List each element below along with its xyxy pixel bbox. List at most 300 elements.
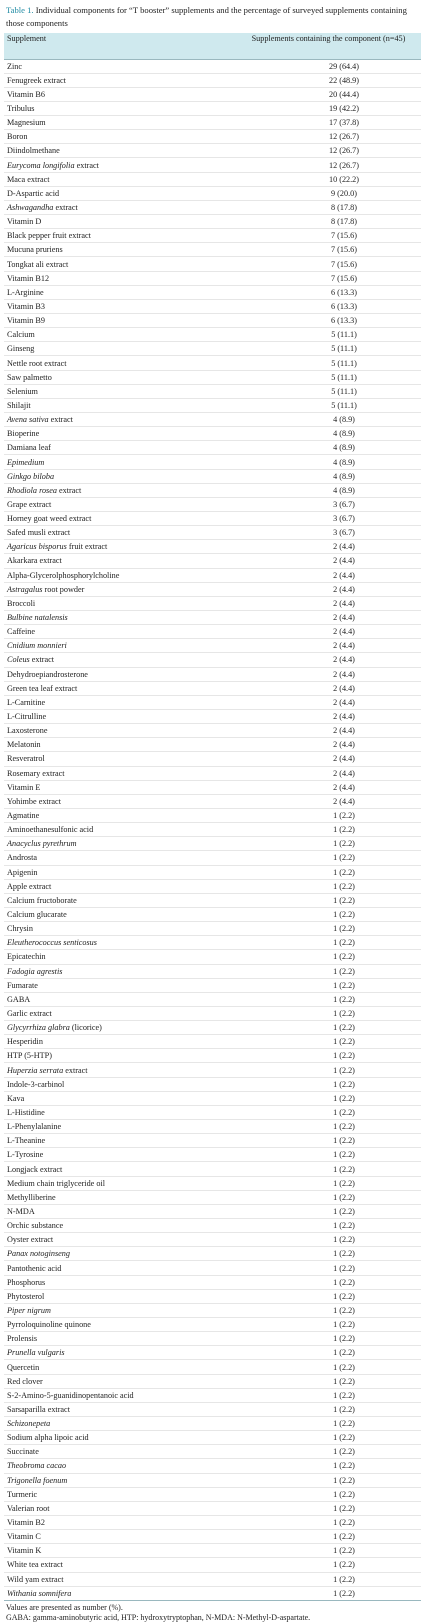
table-row (4, 1261, 421, 1275)
supplement-name: Broccoli (7, 598, 36, 608)
supplement-name: L-Histidine (7, 1107, 45, 1117)
supplement-name-cell (4, 1417, 236, 1431)
table-row (4, 144, 421, 158)
supplement-name: Piper nigrum (7, 1305, 51, 1315)
supplement-name-cell (4, 172, 236, 186)
supplement-name: D-Aspartic acid (7, 188, 60, 198)
supplement-name: Medium chain triglyceride oil (7, 1178, 105, 1188)
supplement-name-cell (4, 1572, 236, 1586)
supplement-name-suffix: root powder (42, 584, 85, 594)
table-row (4, 709, 421, 723)
supplement-name-cell (4, 158, 236, 172)
supplement-name-cell (4, 1077, 236, 1091)
table-row (4, 1586, 421, 1600)
supplement-name: Resveratrol (7, 754, 45, 764)
table-row (4, 893, 421, 907)
supplement-name-cell (4, 101, 236, 115)
supplement-name-cell (4, 1134, 236, 1148)
supplement-count-cell: 5 (11.1) (236, 328, 421, 342)
supplement-name-cell (4, 314, 236, 328)
supplement-name-cell (4, 540, 236, 554)
header-supplement: Supplement (4, 33, 236, 59)
table-row (4, 1473, 421, 1487)
supplement-name: Schizonepeta (7, 1419, 51, 1429)
supplement-count-cell: 1 (2.2) (236, 1388, 421, 1402)
supplement-count-cell: 4 (8.9) (236, 455, 421, 469)
supplement-name-cell (4, 695, 236, 709)
table-row (4, 752, 421, 766)
table-row (4, 1445, 421, 1459)
supplement-count-cell: 1 (2.2) (236, 1035, 421, 1049)
supplement-name-cell (4, 526, 236, 540)
table-footnotes (6, 1603, 421, 1624)
supplement-count-cell: 2 (4.4) (236, 681, 421, 695)
table-row (4, 667, 421, 681)
supplement-name-cell (4, 823, 236, 837)
supplement-count-cell: 1 (2.2) (236, 964, 421, 978)
supplement-name-cell (4, 1473, 236, 1487)
table-row (4, 582, 421, 596)
table-row (4, 285, 421, 299)
table-row (4, 653, 421, 667)
supplement-name: Ashwagandha (7, 202, 54, 212)
supplement-count-cell: 2 (4.4) (236, 695, 421, 709)
table-row (4, 1148, 421, 1162)
supplement-count-cell: 1 (2.2) (236, 1233, 421, 1247)
table-row (4, 1006, 421, 1020)
supplement-name-cell (4, 1402, 236, 1416)
table-row (4, 1091, 421, 1105)
supplement-name-cell (4, 299, 236, 313)
table-row (4, 73, 421, 87)
supplement-name-cell (4, 1006, 236, 1020)
table-row (4, 271, 421, 285)
supplement-name-cell (4, 554, 236, 568)
table-row (4, 794, 421, 808)
supplement-count-cell: 5 (11.1) (236, 398, 421, 412)
supplement-name-cell (4, 596, 236, 610)
supplement-name-cell (4, 1120, 236, 1134)
supplement-name-suffix: extract (53, 202, 78, 212)
supplement-name-cell (4, 186, 236, 200)
supplement-name: Bioperine (7, 429, 40, 439)
supplement-count-cell: 4 (8.9) (236, 427, 421, 441)
table-row (4, 299, 421, 313)
table-row (4, 625, 421, 639)
table-row (4, 455, 421, 469)
supplement-name-cell (4, 1148, 236, 1162)
supplement-count-cell: 1 (2.2) (236, 992, 421, 1006)
table-row (4, 87, 421, 101)
supplement-count-cell: 2 (4.4) (236, 738, 421, 752)
table-row (4, 1134, 421, 1148)
supplement-count-cell: 12 (26.7) (236, 144, 421, 158)
table-row (4, 610, 421, 624)
supplement-count-cell: 2 (4.4) (236, 540, 421, 554)
supplement-name-cell (4, 639, 236, 653)
table-row (4, 540, 421, 554)
supplement-count-cell: 1 (2.2) (236, 1247, 421, 1261)
supplement-name-cell (4, 413, 236, 427)
supplement-name: Calcium glucarate (7, 910, 67, 919)
table-row (4, 370, 421, 384)
table-row (4, 1120, 421, 1134)
table-row (4, 257, 421, 271)
supplement-name-cell (4, 370, 236, 384)
supplement-count-cell: 6 (13.3) (236, 314, 421, 328)
supplement-name: L-Phenylalanine (7, 1122, 62, 1132)
supplement-name: Ginseng (7, 344, 35, 354)
supplement-count-cell: 4 (8.9) (236, 441, 421, 455)
supplement-count-cell: 1 (2.2) (236, 1346, 421, 1360)
table-row (4, 59, 421, 73)
supplement-name-suffix: extract (63, 1065, 88, 1075)
supplement-name: White tea extract (7, 1560, 63, 1570)
supplement-count-cell: 10 (22.2) (236, 172, 421, 186)
supplement-name: Cnidium monnieri (7, 641, 67, 651)
supplement-count-cell: 5 (11.1) (236, 356, 421, 370)
supplement-name: Panax notoginseng (7, 1249, 70, 1259)
table-row (4, 738, 421, 752)
supplement-count-cell: 7 (15.6) (236, 257, 421, 271)
supplement-count-cell: 1 (2.2) (236, 1204, 421, 1218)
table-row (4, 342, 421, 356)
supplement-name: Grape extract (7, 499, 52, 509)
supplement-name: Fumarate (7, 980, 38, 990)
supplement-count-cell: 1 (2.2) (236, 1515, 421, 1529)
supplement-name-cell (4, 709, 236, 723)
supplement-count-cell: 1 (2.2) (236, 1332, 421, 1346)
supplement-count-cell: 7 (15.6) (236, 243, 421, 257)
supplement-name-cell (4, 1035, 236, 1049)
supplement-name-cell (4, 215, 236, 229)
supplement-name: Safed musli extract (7, 528, 71, 538)
supplement-name-cell (4, 1247, 236, 1261)
supplement-name: Wild yam extract (7, 1574, 64, 1584)
table-row (4, 1332, 421, 1346)
supplement-count-cell: 1 (2.2) (236, 1360, 421, 1374)
supplement-count-cell: 1 (2.2) (236, 907, 421, 921)
supplement-count-cell: 9 (20.0) (236, 186, 421, 200)
footnote-abbreviations: GABA: gamma-aminobutyric acid, HTP: hydroxytryptophan, N-MDA: N-Methyl-D-aspartate. (6, 1613, 311, 1623)
supplement-name: Calcium fructoborate (7, 895, 77, 905)
supplement-count-cell: 1 (2.2) (236, 1289, 421, 1303)
supplement-count-cell: 8 (17.8) (236, 200, 421, 214)
supplement-count-cell: 2 (4.4) (236, 653, 421, 667)
table-row (4, 172, 421, 186)
supplement-name: Theobroma cacao (7, 1461, 67, 1471)
table-row (4, 483, 421, 497)
supplement-name: Fenugreek extract (7, 75, 66, 85)
supplement-count-cell: 3 (6.7) (236, 526, 421, 540)
supplement-name: Orchic substance (7, 1221, 64, 1231)
supplement-name-cell (4, 1374, 236, 1388)
supplement-count-cell: 1 (2.2) (236, 922, 421, 936)
supplement-name: Pantothenic acid (7, 1263, 62, 1273)
supplement-count-cell: 1 (2.2) (236, 1374, 421, 1388)
caption-label: Table 1. (6, 5, 34, 15)
supplement-name: Vitamin B12 (7, 273, 50, 283)
table-row (4, 427, 421, 441)
supplement-name-cell (4, 1049, 236, 1063)
table-row (4, 964, 421, 978)
supplement-name-cell (4, 752, 236, 766)
supplement-name-suffix: (licorice) (69, 1023, 102, 1033)
supplement-count-cell: 1 (2.2) (236, 1219, 421, 1233)
supplement-name-cell (4, 59, 236, 73)
supplement-name-cell (4, 780, 236, 794)
supplement-name: Magnesium (7, 118, 46, 128)
supplement-count-cell: 5 (11.1) (236, 342, 421, 356)
supplement-count-cell: 2 (4.4) (236, 582, 421, 596)
supplement-name-cell (4, 328, 236, 342)
supplement-name-cell (4, 1586, 236, 1600)
supplement-count-cell: 12 (26.7) (236, 130, 421, 144)
table-row (4, 200, 421, 214)
supplement-count-cell: 2 (4.4) (236, 794, 421, 808)
supplement-count-cell: 1 (2.2) (236, 1049, 421, 1063)
supplement-name-cell (4, 1487, 236, 1501)
supplement-name-cell (4, 837, 236, 851)
table-row (4, 1162, 421, 1176)
supplement-name: Zinc (7, 61, 23, 71)
supplement-name: Prunella vulgaris (7, 1348, 65, 1358)
table-row (4, 526, 421, 540)
supplement-count-cell: 1 (2.2) (236, 1134, 421, 1148)
supplement-name: Vitamin B6 (7, 89, 45, 99)
supplement-count-cell: 1 (2.2) (236, 1530, 421, 1544)
supplement-count-cell: 1 (2.2) (236, 1190, 421, 1204)
supplement-name-cell (4, 936, 236, 950)
table-row (4, 992, 421, 1006)
supplement-count-cell: 1 (2.2) (236, 823, 421, 837)
supplement-name: L-Arginine (7, 287, 44, 297)
table-row (4, 229, 421, 243)
supplement-name: GABA (7, 994, 31, 1004)
supplement-count-cell: 1 (2.2) (236, 879, 421, 893)
supplement-name-cell (4, 427, 236, 441)
supplement-count-cell: 5 (11.1) (236, 370, 421, 384)
table-row (4, 1204, 421, 1218)
supplement-name-cell (4, 469, 236, 483)
supplement-name: Eleutherococcus senticosus (7, 938, 97, 948)
supplement-count-cell: 1 (2.2) (236, 1586, 421, 1600)
supplement-count-cell: 2 (4.4) (236, 625, 421, 639)
supplement-name-cell (4, 1388, 236, 1402)
supplement-count-cell: 1 (2.2) (236, 936, 421, 950)
table-row (4, 568, 421, 582)
supplement-name: Selenium (7, 386, 38, 396)
supplement-count-cell: 5 (11.1) (236, 384, 421, 398)
supplement-name: L-Tyrosine (7, 1150, 44, 1160)
supplement-name-cell (4, 1501, 236, 1515)
supplement-name-cell (4, 950, 236, 964)
supplement-name: Akarkara extract (7, 556, 62, 566)
supplement-name: Quercetin (7, 1362, 40, 1372)
supplement-name: Fadogia agrestis (7, 966, 63, 976)
supplement-name: Phytosterol (7, 1291, 45, 1301)
table-row (4, 497, 421, 511)
table-row (4, 1318, 421, 1332)
supplement-count-cell: 1 (2.2) (236, 1318, 421, 1332)
table-row (4, 681, 421, 695)
table-row (4, 907, 421, 921)
supplement-name: Succinate (7, 1447, 39, 1457)
table-row (4, 1049, 421, 1063)
supplement-name-cell (4, 1091, 236, 1105)
supplement-count-cell: 3 (6.7) (236, 497, 421, 511)
supplement-name-cell (4, 1346, 236, 1360)
supplement-name-cell (4, 398, 236, 412)
supplement-count-cell: 1 (2.2) (236, 1572, 421, 1586)
supplement-count-cell: 7 (15.6) (236, 271, 421, 285)
supplement-count-cell: 1 (2.2) (236, 1148, 421, 1162)
supplement-count-cell: 1 (2.2) (236, 1105, 421, 1119)
supplement-count-cell: 1 (2.2) (236, 1558, 421, 1572)
supplement-name: Vitamin E (7, 782, 41, 792)
table-row (4, 1360, 421, 1374)
table-row (4, 1459, 421, 1473)
supplement-name-suffix: extract (29, 655, 55, 665)
table-row (4, 116, 421, 130)
table-row (4, 1105, 421, 1119)
table-row (4, 130, 421, 144)
supplement-count-cell: 4 (8.9) (236, 469, 421, 483)
table-row (4, 1035, 421, 1049)
supplement-name: Aminoethanesulfonic acid (7, 825, 94, 835)
supplement-name-cell (4, 130, 236, 144)
supplement-count-cell: 1 (2.2) (236, 837, 421, 851)
supplement-name-cell (4, 978, 236, 992)
supplement-name-cell (4, 1360, 236, 1374)
supplement-name-cell (4, 794, 236, 808)
table-row (4, 837, 421, 851)
supplement-name: Vitamin C (7, 1532, 41, 1542)
supplement-name: Boron (7, 132, 28, 142)
supplement-name-cell (4, 1431, 236, 1445)
table-row (4, 1374, 421, 1388)
supplement-count-cell: 19 (42.2) (236, 101, 421, 115)
supplement-name: L-Carnitine (7, 697, 46, 707)
supplement-count-cell: 1 (2.2) (236, 1021, 421, 1035)
supplement-name: Nettle root extract (7, 358, 67, 368)
table-header (4, 33, 421, 59)
supplement-name: N-MDA (7, 1206, 35, 1216)
header-count: Supplements containing the component (n=45) (236, 33, 421, 59)
supplement-count-cell: 12 (26.7) (236, 158, 421, 172)
supplement-name: Anacyclus pyrethrum (7, 839, 77, 849)
supplement-count-cell: 1 (2.2) (236, 865, 421, 879)
supplement-name: Sarsaparilla extract (7, 1404, 70, 1414)
table-row (4, 1063, 421, 1077)
supplement-name-cell (4, 1162, 236, 1176)
supplement-name-cell (4, 893, 236, 907)
table-row (4, 512, 421, 526)
supplement-count-cell: 2 (4.4) (236, 724, 421, 738)
supplement-name-cell (4, 1318, 236, 1332)
table-row (4, 766, 421, 780)
table-row (4, 1219, 421, 1233)
supplement-count-cell: 1 (2.2) (236, 851, 421, 865)
supplement-count-cell: 1 (2.2) (236, 1120, 421, 1134)
supplement-count-cell: 22 (48.9) (236, 73, 421, 87)
supplement-count-cell: 1 (2.2) (236, 1417, 421, 1431)
table-row (4, 186, 421, 200)
supplement-count-cell: 2 (4.4) (236, 554, 421, 568)
table-row (4, 1515, 421, 1529)
table-row (4, 724, 421, 738)
supplement-name: Apple extract (7, 881, 52, 891)
supplement-name: Rosemary extract (7, 768, 65, 778)
supplement-count-cell: 1 (2.2) (236, 1501, 421, 1515)
table-body (4, 59, 421, 1600)
table-row (4, 398, 421, 412)
supplement-name-cell (4, 73, 236, 87)
supplement-count-cell: 6 (13.3) (236, 285, 421, 299)
table-row (4, 1388, 421, 1402)
supplement-name: Glycyrrhiza glabra (7, 1023, 70, 1033)
supplement-count-cell: 1 (2.2) (236, 808, 421, 822)
table-row (4, 950, 421, 964)
supplement-name-cell (4, 356, 236, 370)
supplement-name-cell (4, 865, 236, 879)
supplement-name-cell (4, 1063, 236, 1077)
supplement-name: Vitamin K (7, 1546, 42, 1556)
supplement-name: L-Theanine (7, 1136, 46, 1146)
supplement-count-cell: 1 (2.2) (236, 1063, 421, 1077)
table-row (4, 823, 421, 837)
supplement-count-cell: 1 (2.2) (236, 1487, 421, 1501)
footnote-values: Values are presented as number (%). (6, 1602, 123, 1612)
supplement-name: Prolensis (7, 1334, 38, 1344)
table-row (4, 780, 421, 794)
table-row (4, 1233, 421, 1247)
supplement-count-cell: 8 (17.8) (236, 215, 421, 229)
table-row (4, 441, 421, 455)
table-row (4, 101, 421, 115)
table-row (4, 328, 421, 342)
supplement-name-cell (4, 1332, 236, 1346)
supplement-name: Valerian root (7, 1503, 50, 1513)
supplement-name-cell (4, 724, 236, 738)
supplement-count-cell: 20 (44.4) (236, 87, 421, 101)
supplement-count-cell: 1 (2.2) (236, 978, 421, 992)
supplement-name: Apigenin (7, 867, 38, 877)
table-row (4, 922, 421, 936)
supplement-count-cell: 2 (4.4) (236, 596, 421, 610)
supplement-count-cell: 1 (2.2) (236, 1077, 421, 1091)
table-row (4, 1417, 421, 1431)
table-row (4, 865, 421, 879)
supplement-count-cell: 2 (4.4) (236, 752, 421, 766)
supplement-name-cell (4, 384, 236, 398)
supplement-name-cell (4, 1515, 236, 1529)
table-row (4, 413, 421, 427)
supplement-name-cell (4, 1303, 236, 1317)
supplement-count-cell: 1 (2.2) (236, 1091, 421, 1105)
table-row (4, 1021, 421, 1035)
table-row (4, 596, 421, 610)
supplement-name-cell (4, 144, 236, 158)
supplement-table (4, 33, 421, 1601)
supplement-name-cell (4, 116, 236, 130)
supplement-name: Maca extract (7, 174, 50, 184)
supplement-name-cell (4, 879, 236, 893)
supplement-name-cell (4, 1105, 236, 1119)
supplement-name: Melatonin (7, 740, 41, 750)
supplement-name: HTP (5-HTP) (7, 1051, 52, 1061)
supplement-count-cell: 29 (64.4) (236, 59, 421, 73)
